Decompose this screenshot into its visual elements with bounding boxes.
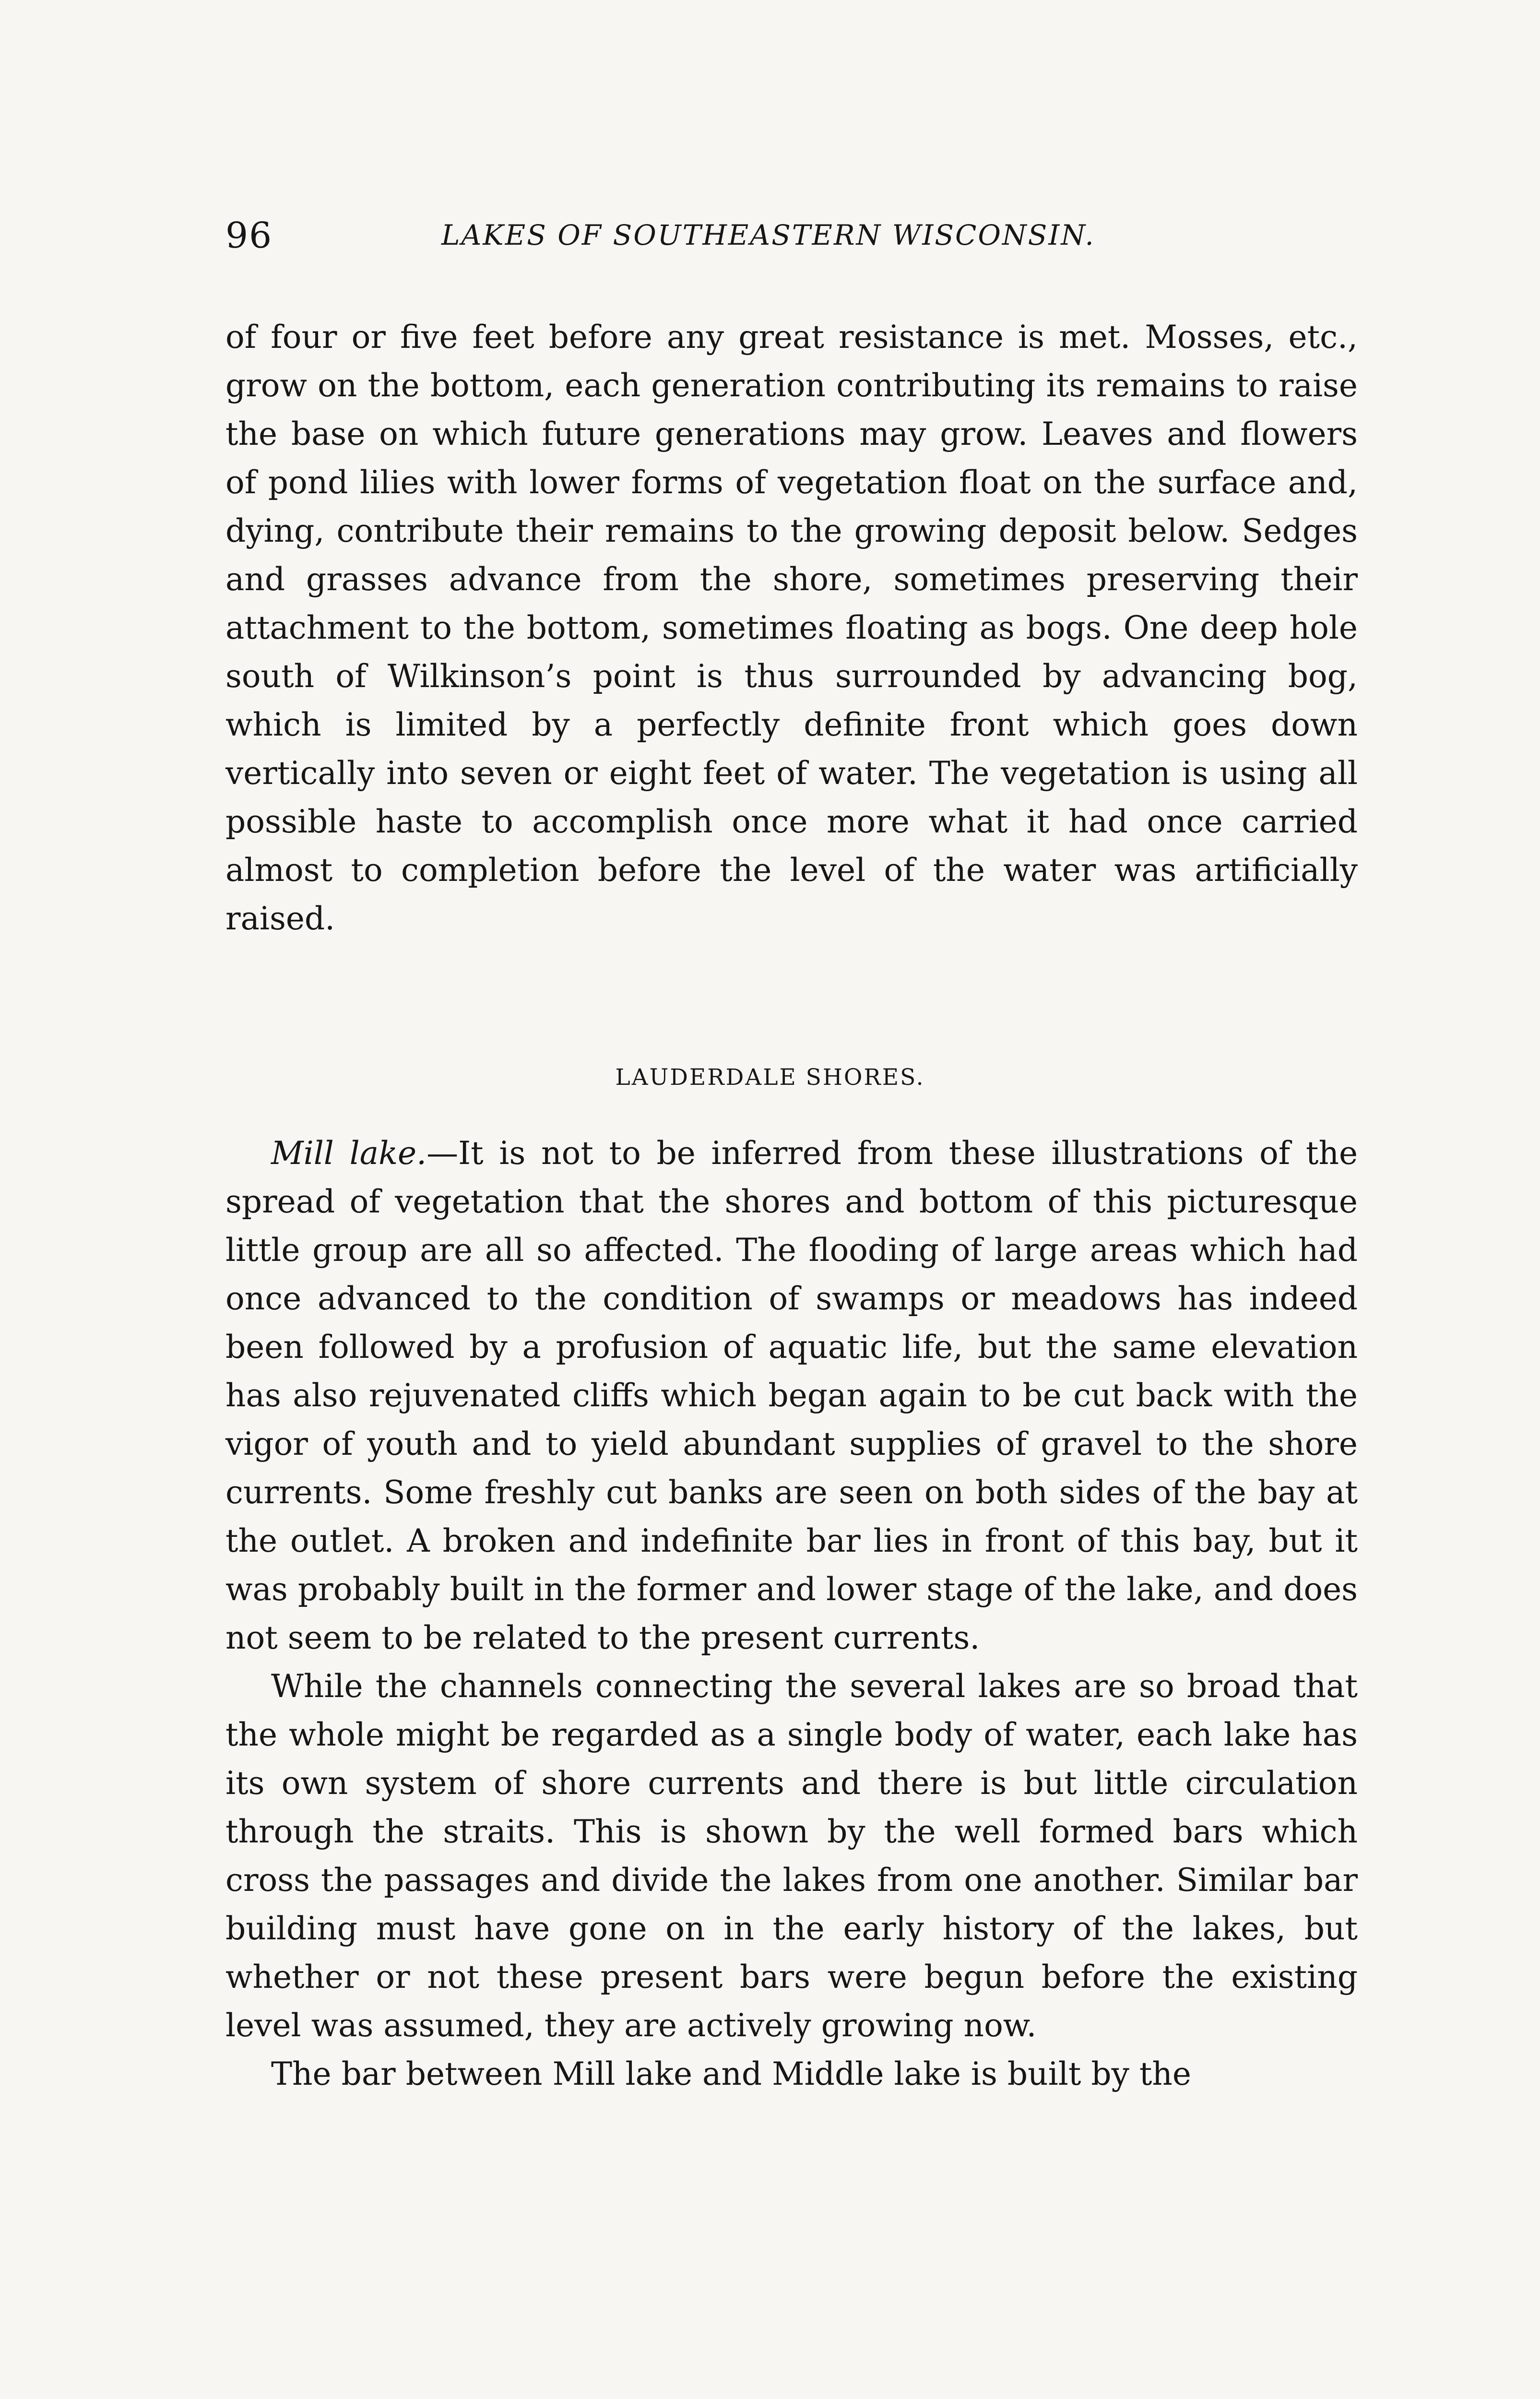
paragraph-lead-in: Mill lake. <box>271 1135 427 1172</box>
paragraph-mill-lake-text: —It is not to be inferred from these illustrations of the spread of vegetation that the shores and bottom of this picturesque little group are all so affected. The flooding of large areas which had once advanced to the condition of swamps or meadows has indeed been followed by a profusion of aquatic life, but the same elevation has also rejuvenated cliffs which began again to be cut back with the vigor of youth and to yield abundant supplies of gravel to the shore currents. Some freshly cut banks are seen on both sides of the bay at the outlet. A broken and indefinite bar lies in front of this bay, but it was probably built in the former and lower stage of the lake, and does not seem to be related to the present currents. <box>225 1135 1358 1656</box>
paragraph-channels: While the channels connecting the several lakes are so broad that the whole might be regarded as a single body of water, each lake has its own system of shore currents and there is but little circulation through the straits. This is shown by the well formed bars which cross the passages and divide the lakes from one another. Similar bar building must have gone on in the early history of the lakes, but whether or not these present bars were begun before the existing level was assumed, they are actively growing now. <box>225 1668 1358 2044</box>
text-block-top <box>225 313 1358 943</box>
running-title: LAKES OF SOUTHEASTERN WISCONSIN. <box>441 219 1095 251</box>
text-block-bottom <box>225 1129 1358 2098</box>
paragraph-bar: The bar between Mill lake and Middle lake is built by the <box>271 2055 1191 2092</box>
paragraph-continuation: of four or five feet before any great resistance is met. Mosses, etc., grow on the bottom, each generation contributing its remains to raise the base on which future generations may grow. Leaves and flowers of pond lilies with lower forms of vegetation float on the surface and, dying, contribute their remains to the growing deposit below. Sedges and grasses advance from the shore, sometimes preserving their attachment to the bottom, sometimes floating as bogs. One deep hole south of Wilkinson’s point is thus surrounded by advancing bog, which is limited by a perfectly definite front which goes down vertically into seven or eight feet of water. The vegetation is using all possible haste to accomplish once more what it had once carried almost to completion before the level of the water was artificially raised. <box>225 319 1358 937</box>
paragraph-mill-lake <box>225 1129 1358 1662</box>
page-number: 96 <box>225 215 273 256</box>
running-header <box>225 215 1377 263</box>
section-heading: LAUDERDALE SHORES. <box>615 1064 925 1091</box>
